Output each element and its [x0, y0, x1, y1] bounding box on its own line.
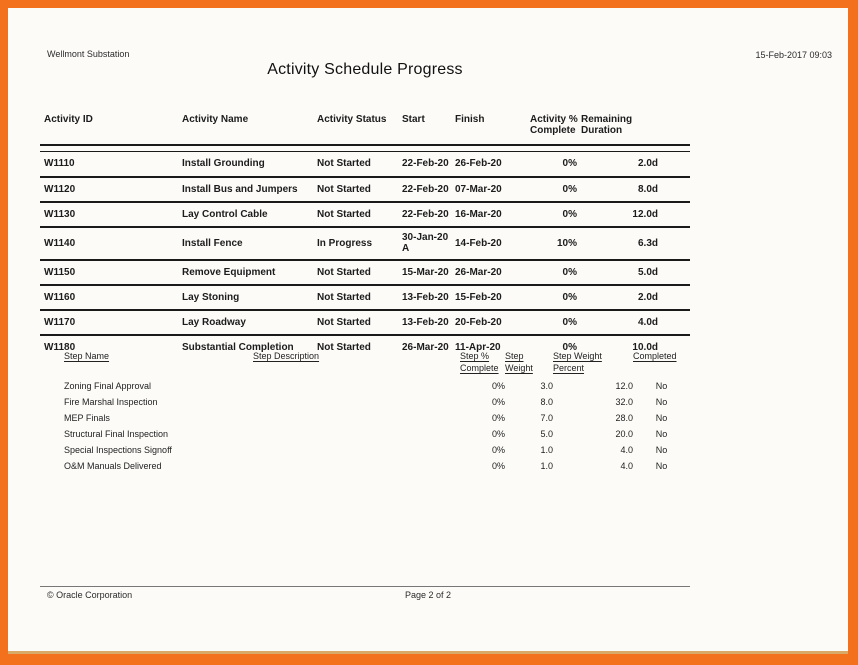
cell-start	[402, 227, 455, 260]
cell-step-completed: No	[655, 413, 668, 423]
cell-finish: 14-Feb-20	[455, 227, 530, 260]
header-rem-line1: Remaining	[581, 114, 633, 125]
step-row	[40, 394, 690, 410]
cell-step-name: Structural Final Inspection	[64, 429, 169, 439]
cell-activity-name: Substantial Completion	[182, 341, 294, 353]
activities-header-row	[40, 114, 690, 145]
cell-activity-name: Lay Stoning	[182, 285, 317, 310]
cell-start: 13-Feb-20	[402, 310, 455, 335]
step-description-label: Step Description	[253, 351, 320, 361]
step-row	[40, 410, 690, 426]
actual-date-flag: A	[402, 243, 410, 254]
cell-step-name: Zoning Final Approval	[64, 381, 152, 391]
cell-activity-status: Not Started	[317, 202, 402, 227]
header-finish: Finish	[455, 114, 530, 145]
cell-activity-id: W1120	[40, 177, 182, 202]
cell-activity-name: Install Bus and Jumpers	[182, 177, 317, 202]
header-activity-id: Activity ID	[40, 114, 182, 145]
table-row	[40, 202, 690, 227]
cell-activity-status: Not Started	[317, 260, 402, 285]
project-name: Wellmont Substation	[47, 49, 130, 59]
cell-start: 13-Feb-20	[402, 285, 455, 310]
cell-step-name: Fire Marshal Inspection	[64, 397, 158, 407]
step-completed-label: Completed	[633, 351, 677, 361]
cell-step-weight-percent: 4.0	[620, 445, 633, 455]
cell-start: 22-Feb-20	[402, 152, 455, 177]
step-weight-line1	[505, 350, 553, 362]
table-row	[40, 227, 690, 260]
header-pct-line2: Complete	[530, 125, 576, 136]
step-row	[40, 378, 690, 394]
cell-step-description	[253, 458, 460, 474]
cell-step-weight: 3.0	[540, 381, 553, 391]
cell-step-completed: No	[655, 397, 668, 407]
cell-start: 22-Feb-20	[402, 202, 455, 227]
cell-step-completed: No	[655, 445, 668, 455]
cell-step-weight: 1.0	[540, 445, 553, 455]
header-activity-pct-complete	[530, 114, 581, 145]
cell-pct-complete: 0%	[530, 285, 581, 310]
cell-step-name: O&M Manuals Delivered	[64, 461, 162, 471]
cell-finish: 15-Feb-20	[455, 285, 530, 310]
cell-step-description	[253, 442, 460, 458]
cell-finish: 26-Mar-20	[455, 260, 530, 285]
cell-step-pct: 0%	[491, 429, 505, 439]
step-weight-line2	[505, 362, 553, 374]
step-weight-label2: Weight	[505, 363, 533, 373]
header-step-weight	[505, 350, 553, 378]
cell-remaining: 12.0d	[581, 202, 690, 227]
cell-activity-id: W1140	[40, 227, 182, 260]
cell-activity-name: Install Grounding	[182, 152, 317, 177]
cell-finish: 20-Feb-20	[455, 310, 530, 335]
cell-finish: 11-Apr-20	[455, 341, 501, 353]
step-weight-label1: Step	[505, 351, 524, 361]
cell-step-description	[253, 410, 460, 426]
cell-step-pct: 0%	[491, 461, 505, 471]
header-step-pct	[460, 350, 505, 378]
footer-page-number: Page 2 of 2	[404, 590, 452, 600]
header-start: Start	[402, 114, 455, 145]
cell-pct-complete: 0%	[530, 177, 581, 202]
cell-activity-status: Not Started	[317, 177, 402, 202]
cell-step-description	[253, 426, 460, 442]
cell-activity-name: Lay Control Cable	[182, 202, 317, 227]
cell-step-completed: No	[655, 461, 668, 471]
cell-start: 15-Mar-20	[402, 260, 455, 285]
step-wpct-line2	[553, 362, 633, 374]
cell-step-completed: No	[655, 429, 668, 439]
bottom-tan-strip	[8, 651, 848, 654]
cell-step-weight: 5.0	[540, 429, 553, 439]
activities-table	[40, 114, 690, 359]
cell-remaining: 2.0d	[581, 152, 690, 177]
step-wpct-label2: Percent	[553, 363, 585, 373]
step-row	[40, 426, 690, 442]
footer-divider	[40, 586, 690, 587]
cell-finish: 26-Feb-20	[455, 152, 530, 177]
step-pct-label2: Complete	[460, 363, 499, 373]
table-row	[40, 152, 690, 177]
cell-step-weight-percent: 32.0	[615, 397, 633, 407]
cell-pct-complete: 0%	[530, 202, 581, 227]
step-name-label: Step Name	[64, 351, 110, 361]
cell-remaining: 10.0d	[632, 341, 658, 353]
cell-step-pct: 0%	[491, 397, 505, 407]
step-row	[40, 458, 690, 474]
cell-step-pct: 0%	[491, 381, 505, 391]
step-pct-line2	[460, 362, 505, 374]
cell-step-pct: 0%	[491, 413, 505, 423]
cell-finish: 16-Mar-20	[455, 202, 530, 227]
table-row	[40, 260, 690, 285]
cell-pct-complete: 0%	[530, 310, 581, 335]
cell-step-weight: 1.0	[540, 461, 553, 471]
report-title: Activity Schedule Progress	[267, 61, 463, 78]
cell-activity-status: Not Started	[317, 285, 402, 310]
cell-activity-id: W1170	[40, 310, 182, 335]
header-step-weight-percent	[553, 350, 633, 378]
cell-activity-id: W1110	[40, 152, 182, 177]
table-row	[40, 285, 690, 310]
header-activity-status: Activity Status	[317, 114, 402, 145]
cell-step-name: MEP Finals	[64, 413, 110, 423]
cell-step-weight: 7.0	[540, 413, 553, 423]
cell-remaining: 2.0d	[581, 285, 690, 310]
cell-activity-name: Remove Equipment	[182, 260, 317, 285]
header-remaining-duration	[581, 114, 690, 145]
cell-activity-id: W1130	[40, 202, 182, 227]
steps-table	[40, 350, 690, 474]
cell-activity-status: In Progress	[317, 227, 402, 260]
step-row	[40, 442, 690, 458]
footer-copyright: © Oracle Corporation	[47, 590, 133, 600]
cell-pct-complete: 0%	[562, 341, 577, 353]
step-pct-line1	[460, 350, 505, 362]
cell-activity-status: Not Started	[317, 310, 402, 335]
cell-step-name: Special Inspections Signoff	[64, 445, 172, 455]
cell-step-weight: 8.0	[540, 397, 553, 407]
cell-activity-name: Install Fence	[182, 227, 317, 260]
header-step-description	[253, 350, 460, 378]
cell-activity-status: Not Started	[317, 152, 402, 177]
step-wpct-line1	[553, 350, 633, 362]
header-pct-line1: Activity %	[530, 114, 578, 125]
cell-remaining: 8.0d	[581, 177, 690, 202]
header-activity-name: Activity Name	[182, 114, 317, 145]
table-row	[40, 310, 690, 335]
cell-step-weight-percent: 20.0	[615, 429, 633, 439]
table-row	[40, 177, 690, 202]
cell-step-pct: 0%	[491, 445, 505, 455]
step-pct-label1: Step %	[460, 351, 490, 361]
header-rem-line2: Duration	[581, 125, 623, 136]
cell-remaining: 6.3d	[581, 227, 690, 260]
cell-activity-status: Not Started	[317, 341, 371, 353]
cell-start: 22-Feb-20	[402, 177, 455, 202]
steps-header-row	[40, 350, 690, 378]
cell-step-weight-percent: 4.0	[620, 461, 633, 471]
cell-pct-complete: 0%	[530, 260, 581, 285]
cell-step-description	[253, 378, 460, 394]
cell-activity-id: W1150	[40, 260, 182, 285]
start-date: 30-Jan-20	[402, 232, 449, 243]
cell-remaining: 4.0d	[581, 310, 690, 335]
cell-step-weight-percent: 12.0	[615, 381, 633, 391]
cell-step-weight-percent: 28.0	[615, 413, 633, 423]
cell-pct-complete: 10%	[530, 227, 581, 260]
cell-activity-name: Lay Roadway	[182, 310, 317, 335]
cell-step-description	[253, 394, 460, 410]
header-step-name	[40, 350, 253, 378]
cell-remaining: 5.0d	[581, 260, 690, 285]
cell-activity-id: W1180	[44, 341, 76, 353]
cell-step-completed: No	[655, 381, 668, 391]
header-step-completed	[633, 350, 690, 378]
step-wpct-label1: Step Weight	[553, 351, 602, 361]
cell-start: 26-Mar-20	[402, 341, 449, 353]
cell-finish: 07-Mar-20	[455, 177, 530, 202]
cell-activity-id: W1160	[40, 285, 182, 310]
report-datetime: 15-Feb-2017 09:03	[755, 50, 832, 60]
cell-pct-complete: 0%	[530, 152, 581, 177]
